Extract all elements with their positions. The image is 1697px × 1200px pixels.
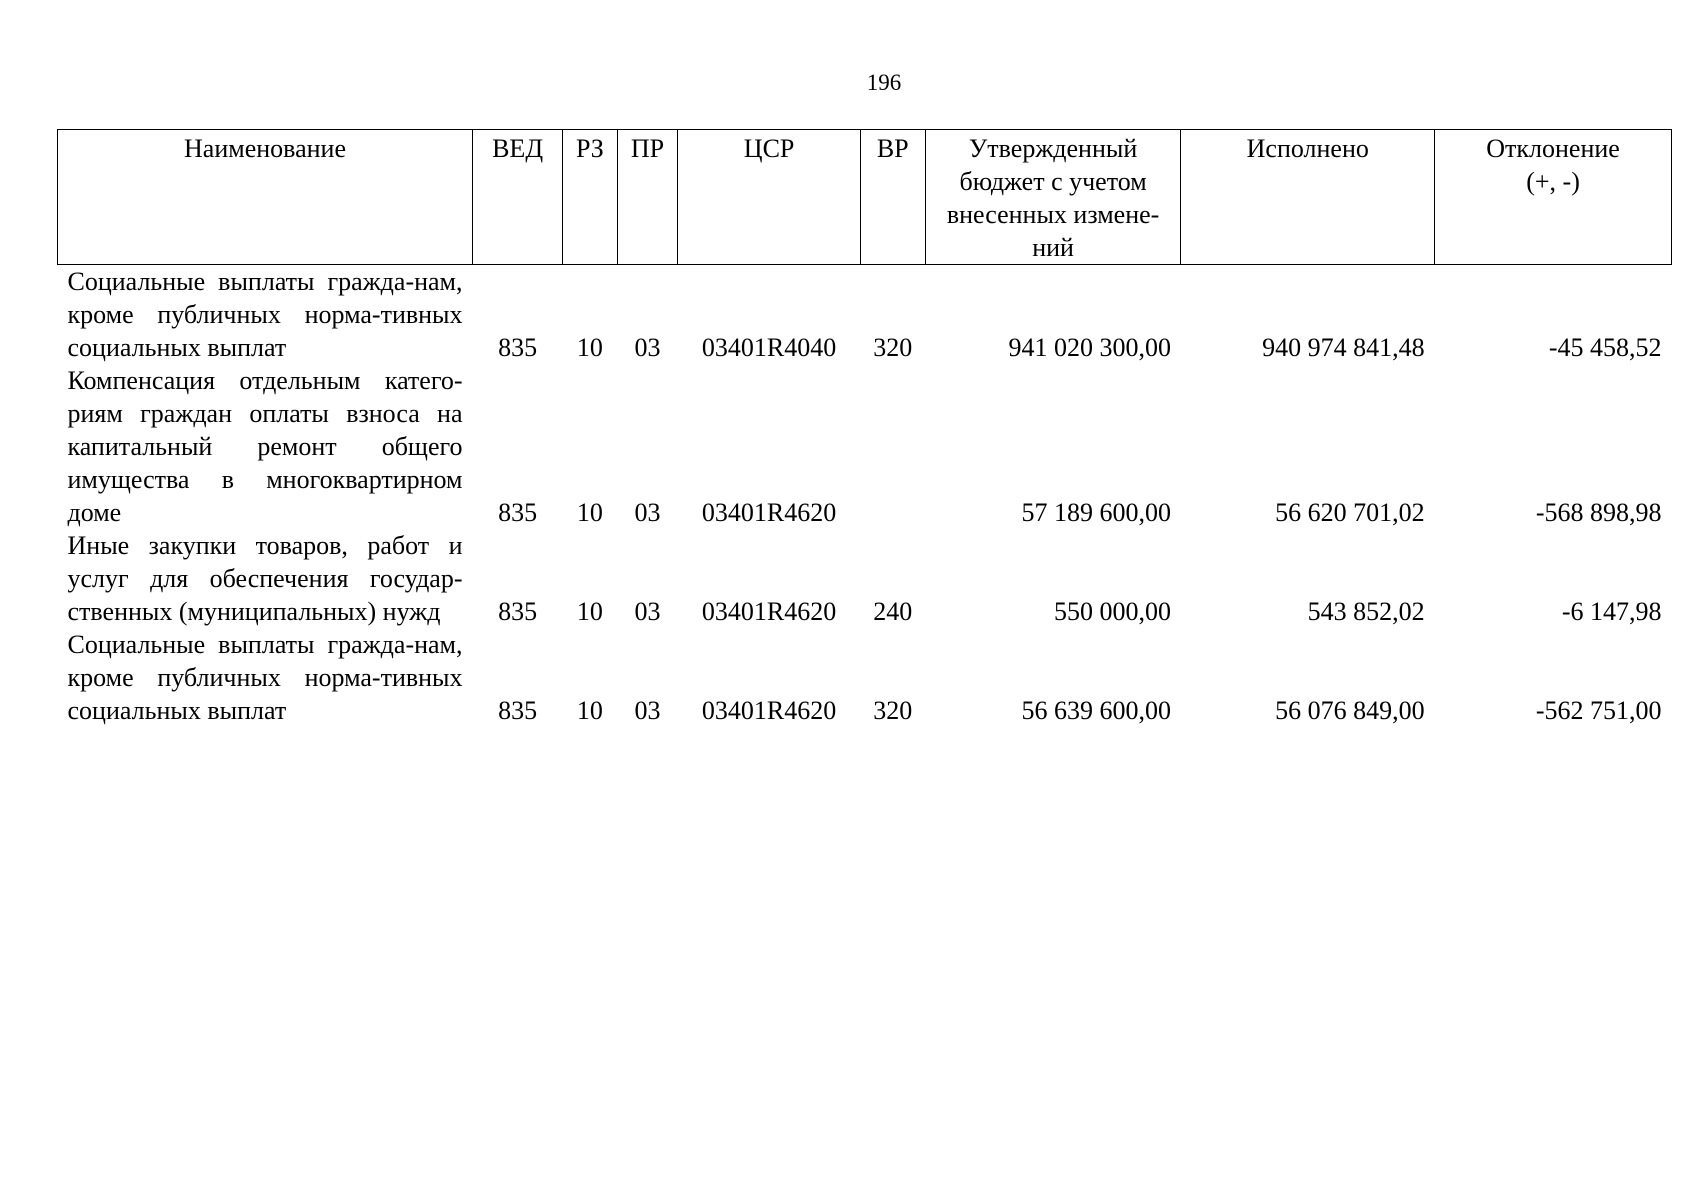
row-vr: 320: [873, 333, 913, 362]
row-pr: 03: [634, 498, 661, 527]
header-approved-budget: Утвержденный бюджет с учетом внесенных измене-ний: [925, 130, 1181, 265]
header-deviation: Отклонение (+, -): [1435, 130, 1672, 265]
row-rz: 10: [576, 498, 603, 527]
row-csr: 03401R4040: [701, 333, 837, 362]
row-csr: 03401R4620: [701, 597, 837, 626]
header-ved: ВЕД: [473, 130, 563, 265]
table-row: [58, 628, 1672, 727]
row-rz: 10: [576, 597, 603, 626]
row-vr: 320: [873, 696, 913, 725]
header-name: Наименование: [58, 130, 473, 265]
row-approved: 941 020 300,00: [1008, 333, 1171, 362]
header-rz: РЗ: [563, 130, 617, 265]
row-rz: 10: [576, 333, 603, 362]
page-number: 196: [866, 70, 902, 95]
row-executed: 543 852,02: [1307, 597, 1425, 626]
row-name: Социальные выплаты гражда-нам, кроме публичных норма-тивных социальных выплат: [67, 267, 463, 362]
table-row: [58, 529, 1672, 628]
row-approved: 57 189 600,00: [1021, 498, 1171, 527]
header-vr: ВР: [860, 130, 925, 265]
table-header-row: [58, 130, 1672, 265]
row-vr: 240: [873, 597, 913, 626]
row-name: Компенсация отдельным катего-риям граждан оплаты взноса на капитальный ремонт общего имущества в многоквартирном доме: [67, 366, 463, 527]
row-approved: 56 639 600,00: [1021, 696, 1171, 725]
row-pr: 03: [634, 333, 661, 362]
row-name: Иные закупки товаров, работ и услуг для обеспечения государ-ственных (муниципальных) нужд: [67, 531, 463, 626]
row-name: Социальные выплаты гражда-нам, кроме публичных норма-тивных социальных выплат: [67, 630, 463, 725]
row-executed: 56 076 849,00: [1275, 696, 1425, 725]
row-csr: 03401R4620: [701, 696, 837, 725]
row-executed: 940 974 841,48: [1262, 333, 1425, 362]
row-vr: [860, 364, 925, 529]
header-csr: ЦСР: [678, 130, 860, 265]
row-ved: 835: [498, 696, 538, 725]
table-row: [58, 265, 1672, 365]
row-ved: 835: [498, 498, 538, 527]
row-csr: 03401R4620: [701, 498, 837, 527]
row-deviation: -568 898,98: [1535, 498, 1662, 527]
header-executed: Исполнено: [1181, 130, 1435, 265]
row-deviation: -45 458,52: [1548, 333, 1662, 362]
row-ved: 835: [498, 597, 538, 626]
row-executed: 56 620 701,02: [1275, 498, 1425, 527]
row-pr: 03: [634, 696, 661, 725]
row-approved: 550 000,00: [1053, 597, 1171, 626]
row-deviation: -562 751,00: [1535, 696, 1662, 725]
budget-table: [57, 129, 1672, 727]
table-row: [58, 364, 1672, 529]
header-pr: ПР: [617, 130, 678, 265]
row-rz: 10: [576, 696, 603, 725]
row-deviation: -6 147,98: [1561, 597, 1662, 626]
row-pr: 03: [634, 597, 661, 626]
row-ved: 835: [498, 333, 538, 362]
